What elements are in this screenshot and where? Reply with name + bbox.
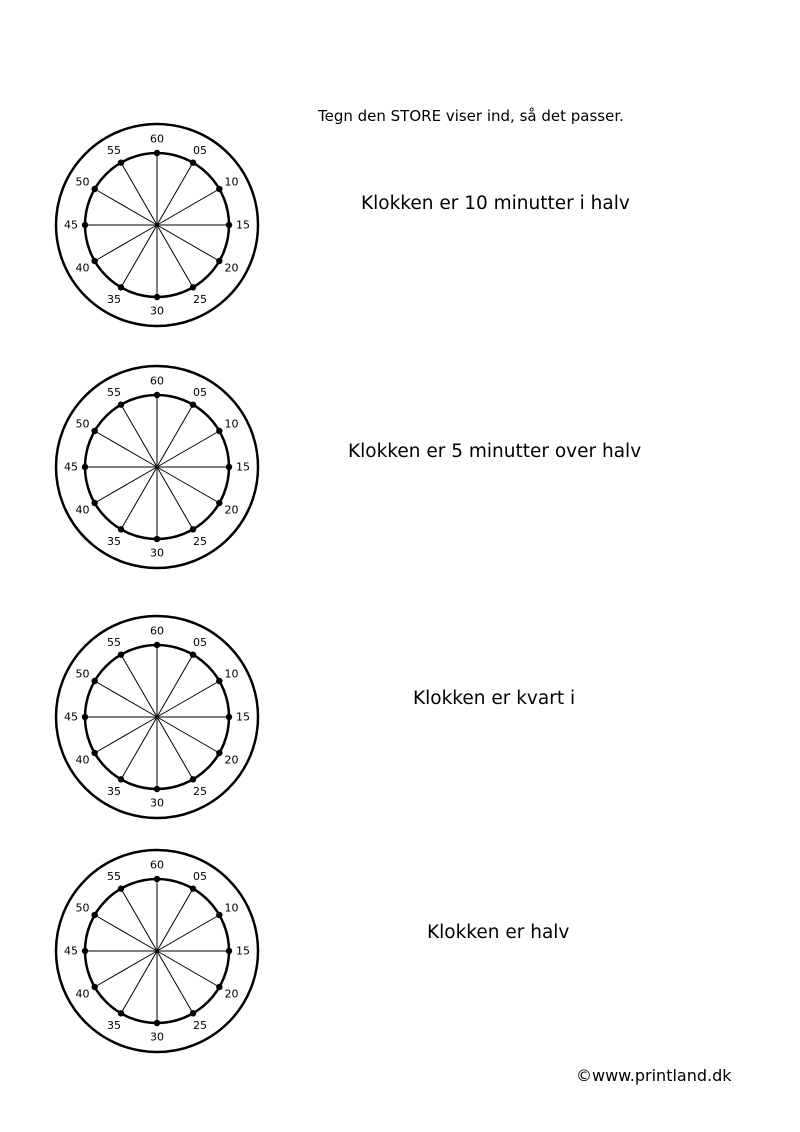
minute-dot	[154, 294, 160, 300]
minute-label: 15	[236, 944, 250, 958]
minute-spoke	[157, 467, 193, 529]
minute-label: 20	[224, 503, 239, 517]
minute-spoke	[95, 915, 157, 951]
minute-dot	[82, 464, 88, 470]
minute-dot	[154, 150, 160, 156]
minute-label: 25	[193, 1018, 207, 1032]
minute-label: 55	[107, 870, 121, 884]
minute-dot	[91, 258, 97, 264]
minute-label: 30	[150, 1030, 164, 1044]
minute-label: 40	[75, 987, 90, 1001]
minute-label: 25	[193, 784, 207, 798]
minute-dot	[190, 651, 196, 657]
minute-label: 55	[107, 144, 121, 158]
minute-label: 60	[150, 374, 164, 388]
minute-spoke	[157, 717, 193, 779]
minute-label: 60	[150, 132, 164, 146]
minute-dot	[216, 428, 222, 434]
minute-spoke	[157, 225, 193, 287]
minute-label: 10	[224, 175, 239, 189]
minute-label: 50	[75, 901, 90, 915]
minute-dot	[82, 714, 88, 720]
minute-label: 15	[236, 460, 250, 474]
minute-dot	[216, 258, 222, 264]
minute-spoke	[121, 163, 157, 225]
minute-spoke	[157, 681, 219, 717]
minute-dot	[190, 159, 196, 165]
minute-label: 40	[75, 503, 90, 517]
minute-label: 40	[75, 753, 90, 767]
minute-spoke	[95, 225, 157, 261]
minute-label: 05	[193, 636, 207, 650]
minute-dot	[91, 984, 97, 990]
minute-spoke	[121, 717, 157, 779]
minute-dot	[190, 885, 196, 891]
minute-label: 35	[107, 534, 121, 548]
minute-spoke	[121, 889, 157, 951]
minute-dot	[91, 500, 97, 506]
minute-dot	[216, 186, 222, 192]
minute-label: 05	[193, 386, 207, 400]
minute-dot	[154, 786, 160, 792]
minute-dot	[154, 642, 160, 648]
minute-dot	[216, 912, 222, 918]
clock-face-3	[52, 612, 262, 822]
minute-dot	[118, 401, 124, 407]
minute-label: 15	[236, 218, 250, 232]
minute-spoke	[95, 189, 157, 225]
minute-spoke	[121, 405, 157, 467]
minute-dot	[118, 159, 124, 165]
minute-dot	[91, 750, 97, 756]
minute-label: 10	[224, 667, 239, 681]
minute-label: 35	[107, 1018, 121, 1032]
minute-spoke	[121, 467, 157, 529]
minute-spoke	[121, 225, 157, 287]
minute-label: 45	[64, 218, 78, 232]
minute-dot	[118, 526, 124, 532]
task-sentence-1: Klokken er 10 minutter i halv	[361, 193, 630, 214]
minute-dot	[190, 284, 196, 290]
task-sentence-2: Klokken er 5 minutter over halv	[348, 441, 642, 462]
copyright-footer: ©www.printland.dk	[576, 1066, 732, 1085]
minute-spoke	[157, 189, 219, 225]
minute-label: 20	[224, 261, 239, 275]
minute-label: 45	[64, 460, 78, 474]
minute-label: 25	[193, 292, 207, 306]
minute-label: 55	[107, 636, 121, 650]
minute-spoke	[95, 681, 157, 717]
minute-label: 05	[193, 144, 207, 158]
minute-dot	[216, 678, 222, 684]
minute-spoke	[95, 951, 157, 987]
minute-dot	[154, 536, 160, 542]
minute-label: 60	[150, 624, 164, 638]
minute-dot	[91, 428, 97, 434]
minute-spoke	[157, 915, 219, 951]
instruction-text: Tegn den STORE viser ind, så det passer.	[318, 107, 624, 125]
minute-label: 40	[75, 261, 90, 275]
minute-label: 45	[64, 710, 78, 724]
minute-dot	[91, 912, 97, 918]
minute-dot	[118, 284, 124, 290]
clock-face-4	[52, 846, 262, 1056]
minute-dot	[154, 392, 160, 398]
minute-label: 20	[224, 987, 239, 1001]
minute-label: 30	[150, 304, 164, 318]
minute-label: 35	[107, 292, 121, 306]
minute-spoke	[157, 951, 193, 1013]
minute-dot	[118, 651, 124, 657]
minute-spoke	[157, 431, 219, 467]
minute-spoke	[157, 889, 193, 951]
minute-dot	[216, 984, 222, 990]
minute-spoke	[95, 467, 157, 503]
minute-label: 50	[75, 417, 90, 431]
minute-label: 30	[150, 546, 164, 560]
minute-spoke	[121, 655, 157, 717]
minute-dot	[154, 876, 160, 882]
minute-dot	[118, 776, 124, 782]
minute-spoke	[157, 655, 193, 717]
minute-dot	[91, 678, 97, 684]
minute-spoke	[95, 431, 157, 467]
minute-dot	[154, 1020, 160, 1026]
minute-spoke	[121, 951, 157, 1013]
minute-dot	[226, 714, 232, 720]
minute-dot	[91, 186, 97, 192]
minute-dot	[226, 464, 232, 470]
minute-dot	[226, 222, 232, 228]
minute-dot	[190, 401, 196, 407]
minute-label: 35	[107, 784, 121, 798]
minute-label: 05	[193, 870, 207, 884]
minute-dot	[190, 1010, 196, 1016]
minute-label: 50	[75, 175, 90, 189]
minute-dot	[216, 500, 222, 506]
minute-dot	[82, 222, 88, 228]
minute-label: 10	[224, 417, 239, 431]
clock-face-2	[52, 362, 262, 572]
minute-spoke	[157, 467, 219, 503]
minute-spoke	[157, 405, 193, 467]
task-sentence-4: Klokken er halv	[427, 922, 570, 943]
minute-spoke	[157, 163, 193, 225]
minute-dot	[118, 1010, 124, 1016]
minute-dot	[226, 948, 232, 954]
minute-dot	[118, 885, 124, 891]
minute-spoke	[95, 717, 157, 753]
minute-label: 50	[75, 667, 90, 681]
minute-label: 30	[150, 796, 164, 810]
minute-spoke	[157, 225, 219, 261]
clock-face-1	[52, 120, 262, 330]
minute-spoke	[157, 951, 219, 987]
minute-label: 45	[64, 944, 78, 958]
minute-dot	[216, 750, 222, 756]
minute-label: 20	[224, 753, 239, 767]
minute-label: 25	[193, 534, 207, 548]
minute-dot	[190, 776, 196, 782]
minute-label: 60	[150, 858, 164, 872]
minute-spoke	[157, 717, 219, 753]
minute-label: 15	[236, 710, 250, 724]
minute-dot	[82, 948, 88, 954]
minute-label: 10	[224, 901, 239, 915]
task-sentence-3: Klokken er kvart i	[413, 688, 576, 709]
minute-dot	[190, 526, 196, 532]
minute-label: 55	[107, 386, 121, 400]
